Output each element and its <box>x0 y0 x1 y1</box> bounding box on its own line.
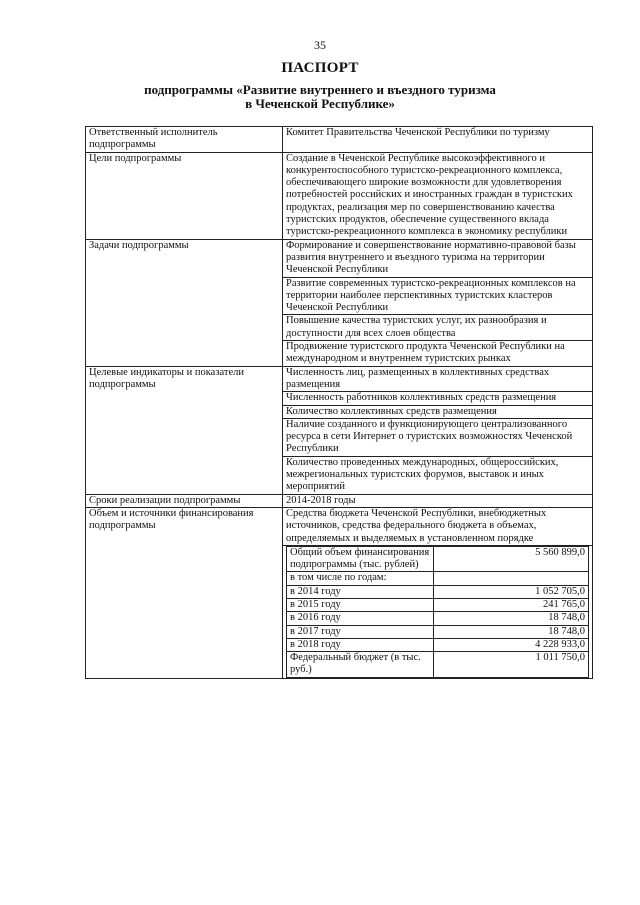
subtitle-line-1: подпрограммы «Развитие внутреннего и въездного туризма <box>144 82 496 97</box>
table-row <box>287 612 589 625</box>
task-item-1: Формирование и совершенствование нормативно-правовой базы развития внутреннего и въездного туризма на территории Чеченской Республики <box>283 239 593 277</box>
task-item-4: Продвижение туристского продукта Чеченской Республики на международном и внутреннем туристских рынках <box>283 341 593 367</box>
timeline-label: Сроки реализации подпрограммы <box>86 494 283 507</box>
subtitle-line-2: в Чеченской Республике» <box>245 96 395 111</box>
financing-label: Объем и источники финансирования подпрограммы <box>86 507 283 678</box>
indicator-item-3: Количество коллективных средств размещения <box>283 405 593 418</box>
timeline-value: 2014-2018 годы <box>283 494 593 507</box>
total-financing-value: 5 560 899,0 <box>434 546 589 572</box>
indicator-item-5: Количество проведенных международных, общероссийских, межрегиональных туристских форумов, выставок и иных мероприятий <box>283 456 593 494</box>
table-row <box>287 625 589 638</box>
year-value: 18 748,0 <box>434 625 589 638</box>
financing-breakdown-cell <box>283 545 593 678</box>
year-label: в 2018 году <box>287 638 434 651</box>
goals-label: Цели подпрограммы <box>86 152 283 239</box>
row-goals <box>86 152 593 239</box>
page-number: 35 <box>314 38 326 52</box>
year-label: в 2014 году <box>287 585 434 598</box>
year-value: 18 748,0 <box>434 612 589 625</box>
tasks-label: Задачи подпрограммы <box>86 239 283 366</box>
document-title: ПАСПОРТ <box>281 60 359 76</box>
task-item-3: Повышение качества туристских услуг, их разнообразия и доступности для всех слоев общества <box>283 315 593 341</box>
indicator-item-1: Численность лиц, размещенных в коллективных средствах размещения <box>283 366 593 392</box>
task-item-2: Развитие современных туристско-рекреационных комплексов на территории наиболее перспективных туристских кластеров Чеченской Республики <box>283 277 593 315</box>
year-label: в 2016 году <box>287 612 434 625</box>
by-years-empty <box>434 572 589 585</box>
financing-intro: Средства бюджета Чеченской Республики, внебюджетных источников, средства федерального бюджета в объемах, определяемых и выделяемых в установленном порядке <box>283 507 593 545</box>
indicators-label: Целевые индикаторы и показатели подпрограммы <box>86 366 283 494</box>
indicator-item-2: Численность работников коллективных средств размещения <box>283 392 593 405</box>
table-row <box>287 585 589 598</box>
row-financing <box>86 507 593 545</box>
by-years-label: в том числе по годам: <box>287 572 434 585</box>
year-label: в 2017 году <box>287 625 434 638</box>
indicator-item-4: Наличие созданного и функционирующего централизованного ресурса в сети Интернет о туристских возможностях Чеченской Республики <box>283 418 593 456</box>
total-financing-label: Общий объем финансирования подпрограммы (тыс. рублей) <box>287 546 434 572</box>
passport-table <box>85 126 593 679</box>
table-row <box>287 598 589 611</box>
goals-value: Создание в Чеченской Республике высокоэффективного и конкурентоспособного туристско-рекреационного комплекса, обеспечивающего широкие возможности для удовлетворения потребностей российских и иностранных граждан в туристских продуктах, реализация мер по совершенствованию качества туристских продуктов, обеспечение существенного вклада туристско-рекреационного комплекса в экономику республики <box>283 152 593 239</box>
year-value: 4 228 933,0 <box>434 638 589 651</box>
row-indicators <box>86 366 593 392</box>
year-value: 1 052 705,0 <box>434 585 589 598</box>
table-row <box>287 652 589 678</box>
row-responsible <box>86 127 593 153</box>
responsible-label: Ответственный исполнитель подпрограммы <box>86 127 283 153</box>
row-tasks <box>86 239 593 277</box>
table-row <box>287 638 589 651</box>
table-row <box>287 546 589 572</box>
table-row <box>287 572 589 585</box>
row-timeline <box>86 494 593 507</box>
responsible-value: Комитет Правительства Чеченской Республики по туризму <box>283 127 593 153</box>
federal-budget-value: 1 011 750,0 <box>434 652 589 678</box>
document-subtitle <box>0 83 640 111</box>
federal-budget-label: Федеральный бюджет (в тыс. руб.) <box>287 652 434 678</box>
year-label: в 2015 году <box>287 598 434 611</box>
financing-breakdown-table <box>286 546 589 678</box>
year-value: 241 765,0 <box>434 598 589 611</box>
